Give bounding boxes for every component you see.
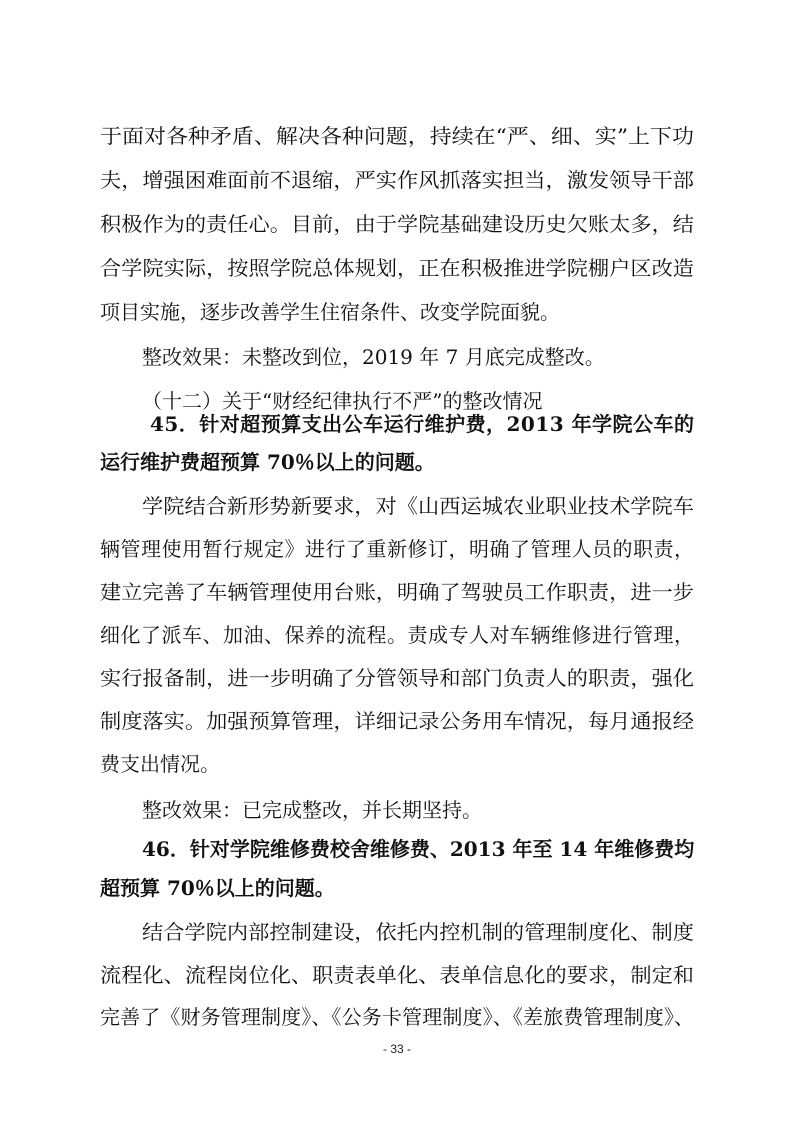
item-heading [0, 404, 794, 444]
text-line [0, 615, 794, 655]
text-content: 辆管理使用暂行规定》进行了重新修订，明确了管理人员的职责， [100, 537, 695, 561]
item-heading [0, 442, 794, 482]
text-content: 流程化、流程岗位化、职责表单化、表单信息化的要求，制定和 [100, 963, 694, 987]
item-heading [0, 829, 794, 869]
section-heading [0, 361, 794, 413]
text-line [0, 292, 794, 332]
text-line [0, 529, 794, 569]
text-line [0, 701, 794, 741]
item-heading-text: 超预算 70％以上的问题。 [100, 876, 335, 900]
item-heading [0, 868, 794, 908]
section-heading-text: （十二）关于“财经纪律执行不严”的整改情况 [142, 389, 543, 413]
text-content: 细化了派车、加油、保养的流程。责成专人对车辆维修进行管理， [100, 623, 695, 647]
text-line [0, 160, 794, 200]
text-line [0, 116, 794, 156]
text-content: 实行报备制，进一步明确了分管领导和部门负责人的职责，强化 [100, 666, 694, 690]
text-content: 结合学院内部控制建设，依托内控机制的管理制度化、制度 [142, 920, 694, 944]
text-content: 合学院实际，按照学院总体规划，正在积极推进学院棚户区改造 [100, 256, 694, 280]
text-content: 整改效果：未整改到位，2019 年 7 月底完成整改。 [142, 345, 605, 369]
item-heading-text: 运行维护费超预算 70％以上的问题。 [100, 450, 435, 474]
text-content: 夫，增强困难面前不退缩，严实作风抓落实担当，激发领导干部 [100, 168, 694, 192]
page-number: - 33 - [382, 1042, 411, 1056]
text-content: 于面对各种矛盾、解决各种问题，持续在“严、细、实”上下功 [100, 124, 694, 148]
text-line [0, 486, 794, 526]
text-content: 项目实施，逐步改善学生住宿条件、改变学院面貌。 [100, 300, 560, 324]
text-line [0, 790, 794, 830]
text-line [0, 955, 794, 995]
text-content: 建立完善了车辆管理使用台账，明确了驾驶员工作职责，进一步 [100, 580, 694, 604]
text-line [0, 912, 794, 952]
text-content: 积极作为的责任心。目前，由于学院基础建设历史欠账太多，结 [100, 212, 694, 236]
text-line [0, 997, 794, 1037]
item-heading-text: 46．针对学院维修费校舍维修费、2013 年至 14 年维修费均 [142, 837, 695, 861]
item-heading-text: 45．针对超预算支出公车运行维护费，2013 年学院公车的 [150, 412, 695, 436]
text-line [0, 204, 794, 244]
text-content: 整改效果：已完成整改，并长期坚持。 [142, 798, 482, 822]
text-line [0, 658, 794, 698]
text-line [0, 248, 794, 288]
text-content: 学院结合新形势新要求，对《山西运城农业职业技术学院车 [142, 494, 694, 518]
text-content: 费支出情况。 [100, 752, 220, 776]
text-content: 完善了《财务管理制度》、《公务卡管理制度》、《差旅费管理制度》、 [100, 1005, 695, 1029]
text-content: 制度落实。加强预算管理，详细记录公务用车情况，每月通报经 [100, 709, 694, 733]
text-line [0, 744, 794, 784]
text-line [0, 572, 794, 612]
